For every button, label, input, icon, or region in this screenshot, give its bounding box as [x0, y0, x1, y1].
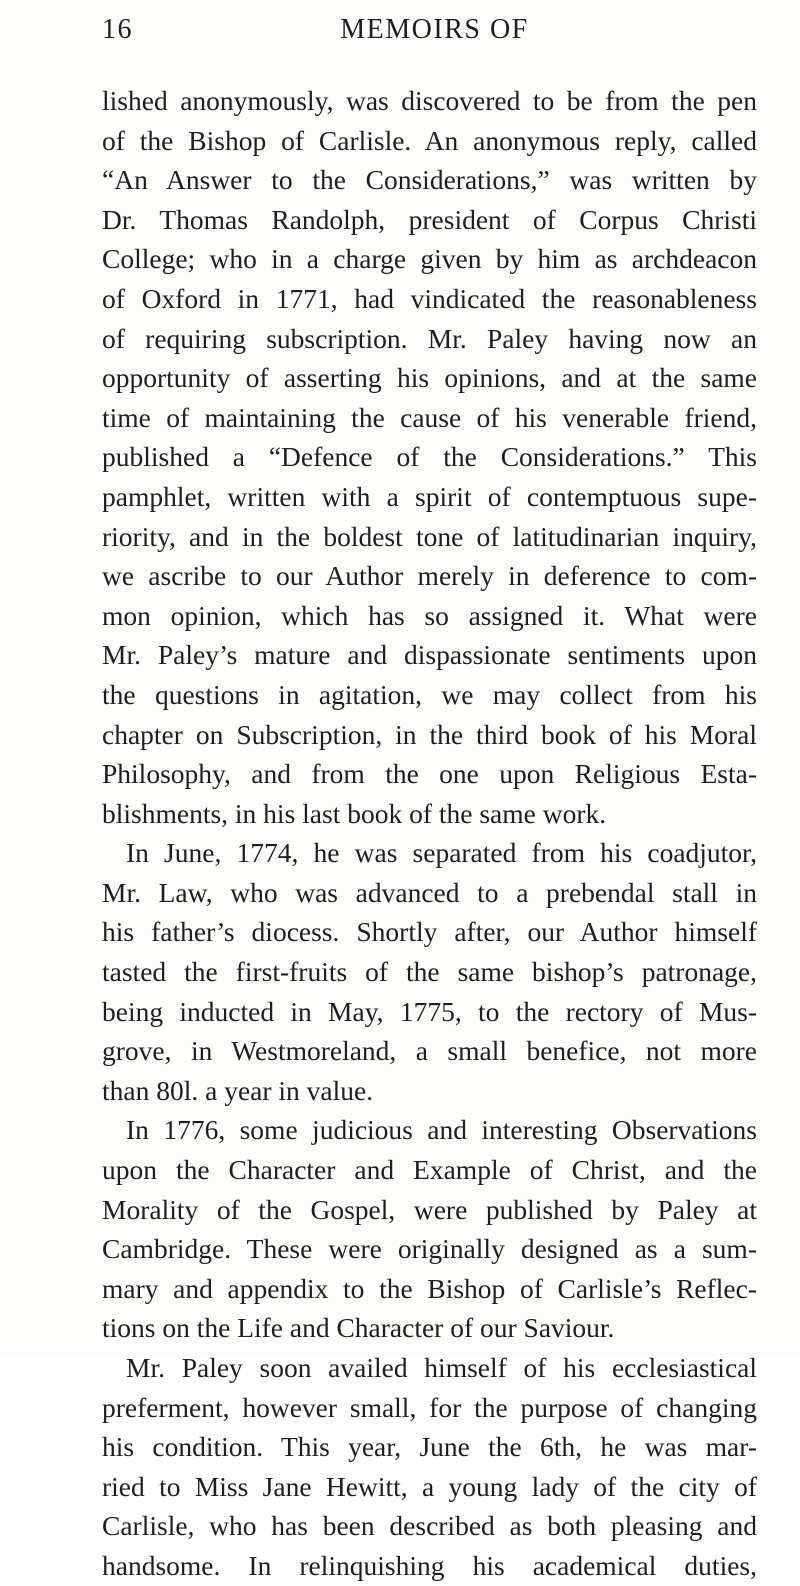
text-line: Dr. Thomas Randolph, president of Corpus Christi	[102, 203, 757, 235]
text-line: handsome. In relinquishing his academical duties,	[102, 1549, 757, 1581]
text-line: Morality of the Gospel, were published by Paley at	[102, 1193, 757, 1225]
text-line: time of maintaining the cause of his venerable friend,	[102, 401, 757, 433]
text-line: ried to Miss Jane Hewitt, a young lady of the city of	[102, 1470, 757, 1502]
text-line: “An Answer to the Considerations,” was written by	[102, 164, 757, 196]
text-line: College; who in a charge given by him as archdeacon	[102, 243, 757, 275]
text-line: of requiring subscription. Mr. Paley having now an	[102, 322, 757, 354]
text-line: In June, 1774, he was separated from his coadjutor,	[126, 837, 757, 869]
body-text	[102, 81, 757, 1586]
text-line: pamphlet, written with a spirit of contemptuous supe-	[102, 480, 757, 512]
page-header	[102, 14, 757, 54]
text-line: of Oxford in 1771, had vindicated the reasonableness	[102, 282, 757, 314]
page-number: 16	[102, 14, 133, 45]
text-line: Mr. Law, who was advanced to a prebendal stall in	[102, 876, 757, 908]
text-line: the questions in agitation, we may collect from his	[102, 678, 757, 710]
text-line: riority, and in the boldest tone of latitudinarian inquiry,	[102, 520, 757, 552]
text-line: Mr. Paley soon availed himself of his ecclesiastical	[126, 1352, 757, 1383]
text-line: tasted the first-fruits of the same bishop’s patronage,	[102, 956, 757, 988]
text-line: tions on the Life and Character of our Saviour.	[102, 1312, 615, 1344]
text-line: mary and appendix to the Bishop of Carlisle’s Reflec-	[102, 1272, 757, 1304]
text-line: than 80l. a year in value.	[102, 1074, 374, 1106]
text-line: preferment, however small, for the purpose of changing	[102, 1391, 757, 1423]
text-line: chapter on Subscription, in the third book of his Moral	[102, 718, 757, 750]
text-line: of the Bishop of Carlisle. An anonymous reply, called	[102, 124, 757, 156]
text-line: opportunity of asserting his opinions, and at the same	[102, 362, 757, 394]
running-head: MEMOIRS OF	[340, 14, 529, 45]
text-line: Carlisle, who has been described as both pleasing and	[102, 1510, 757, 1542]
text-line: blishments, in his last book of the same work.	[102, 797, 607, 829]
text-line: In 1776, some judicious and interesting Observations	[126, 1114, 757, 1146]
text-line: we ascribe to our Author merely in deference to com-	[102, 560, 757, 592]
text-line: grove, in Westmoreland, a small benefice, not more	[102, 1035, 757, 1067]
text-line: his condition. This year, June the 6th, he was mar-	[102, 1431, 757, 1463]
text-line: his father’s diocess. Shortly after, our Author himself	[102, 916, 757, 948]
text-line: published a “Defence of the Considerations.” This	[102, 441, 757, 473]
text-line: being inducted in May, 1775, to the rectory of Mus-	[102, 995, 757, 1027]
text-line: mon opinion, which has so assigned it. What were	[102, 599, 757, 631]
text-line: Cambridge. These were originally designed as a sum-	[102, 1233, 757, 1265]
text-line: lished anonymously, was discovered to be from the pen	[102, 85, 757, 116]
text-line: Philosophy, and from the one upon Religious Esta-	[102, 758, 757, 790]
text-line: Mr. Paley’s mature and dispassionate sentiments upon	[102, 639, 757, 671]
text-line: upon the Character and Example of Christ, and the	[102, 1154, 757, 1186]
